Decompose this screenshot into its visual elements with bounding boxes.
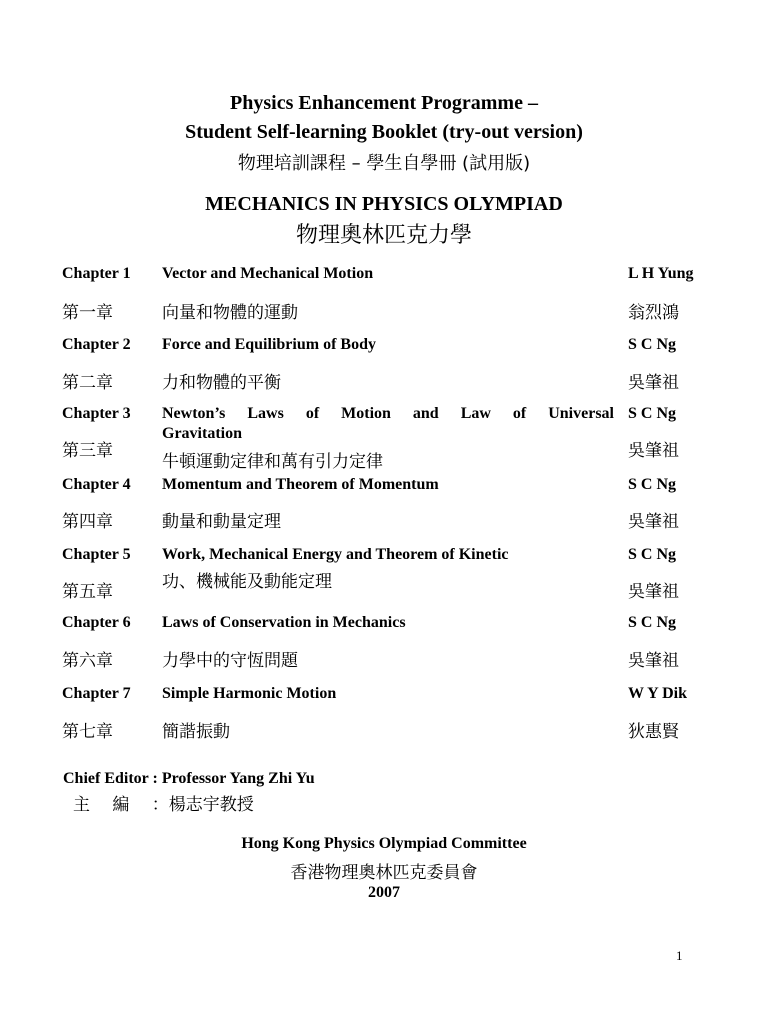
chapter-label-zh: 第三章 <box>62 441 113 461</box>
chapter-title-continued: Gravitation <box>162 425 242 442</box>
chapter-title: Newton’s Laws of Motion and Law of Universal <box>162 405 614 422</box>
chapter-title-zh: 功、機械能及動能定理 <box>162 572 332 592</box>
chapter-author-zh: 吳肇祖 <box>628 651 679 671</box>
publication-year: 2007 <box>368 884 400 901</box>
chief-editor: Chief Editor : Professor Yang Zhi Yu <box>63 770 315 787</box>
chapter-label: Chapter 7 <box>62 685 131 702</box>
page-number: 1 <box>676 948 683 963</box>
chapter-label-zh: 第一章 <box>62 303 113 323</box>
document-title-zh: 物理奧林匹克力學 <box>295 223 472 248</box>
committee-name-zh: 香港物理奧林匹克委員會 <box>290 863 478 883</box>
chapter-title-zh: 牛頓運動定律和萬有引力定律 <box>162 452 383 472</box>
chapter-author: W Y Dik <box>628 685 687 702</box>
chapter-title: Momentum and Theorem of Momentum <box>162 476 439 493</box>
chapter-label: Chapter 3 <box>62 405 131 422</box>
chapter-title: Vector and Mechanical Motion <box>162 265 374 282</box>
chapter-label: Chapter 4 <box>62 476 131 493</box>
booklet-subtitle-zh: 物理培訓課程 – 學生自學冊 (試用版) <box>237 153 531 174</box>
chapter-author-zh: 狄惠賢 <box>628 722 679 742</box>
chapter-author: S C Ng <box>628 405 677 422</box>
chapter-author: S C Ng <box>628 336 677 353</box>
chapter-label-zh: 第七章 <box>62 722 113 742</box>
booklet-subtitle: Student Self-learning Booklet (try-out version) <box>185 121 583 143</box>
chapter-title: Laws of Conservation in Mechanics <box>162 614 406 631</box>
chapter-author: S C Ng <box>628 546 677 563</box>
chapter-author: S C Ng <box>628 614 677 631</box>
chapter-label-zh: 第六章 <box>62 651 113 671</box>
chapter-title-zh: 簡諧振動 <box>162 722 230 742</box>
chapter-label: Chapter 6 <box>62 614 131 631</box>
chapter-label: Chapter 2 <box>62 336 131 353</box>
chapter-title: Simple Harmonic Motion <box>162 685 337 702</box>
chapter-title: Work, Mechanical Energy and Theorem of Kinetic <box>162 546 509 563</box>
chapter-label-zh: 第四章 <box>62 512 113 532</box>
chapter-author-zh: 翁烈鴻 <box>628 303 679 323</box>
chapter-author-zh: 吳肇祖 <box>628 512 679 532</box>
chapter-author-zh: 吳肇祖 <box>628 582 679 602</box>
committee-name: Hong Kong Physics Olympiad Committee <box>241 835 527 852</box>
chapter-title: Force and Equilibrium of Body <box>162 336 376 353</box>
chapter-title-zh: 力和物體的平衡 <box>162 373 281 393</box>
document-title: MECHANICS IN PHYSICS OLYMPIAD <box>205 193 563 215</box>
chapter-label-zh: 第二章 <box>62 373 113 393</box>
booklet-series-title: Physics Enhancement Programme – <box>230 92 538 114</box>
chapter-label: Chapter 5 <box>62 546 131 563</box>
chapter-label: Chapter 1 <box>62 265 131 282</box>
chief-editor-zh: 主 編 ：楊志宇教授 <box>73 795 254 815</box>
chapter-title-zh: 力學中的守恆問題 <box>162 651 298 671</box>
chapter-title-zh: 向量和物體的運動 <box>162 303 298 323</box>
chapter-author-zh: 吳肇祖 <box>628 441 679 461</box>
chapter-title-zh: 動量和動量定理 <box>162 512 281 532</box>
chapter-author: L H Yung <box>628 265 694 282</box>
chapter-author: S C Ng <box>628 476 677 493</box>
chapter-label-zh: 第五章 <box>62 582 113 602</box>
chapter-author-zh: 吳肇祖 <box>628 373 679 393</box>
